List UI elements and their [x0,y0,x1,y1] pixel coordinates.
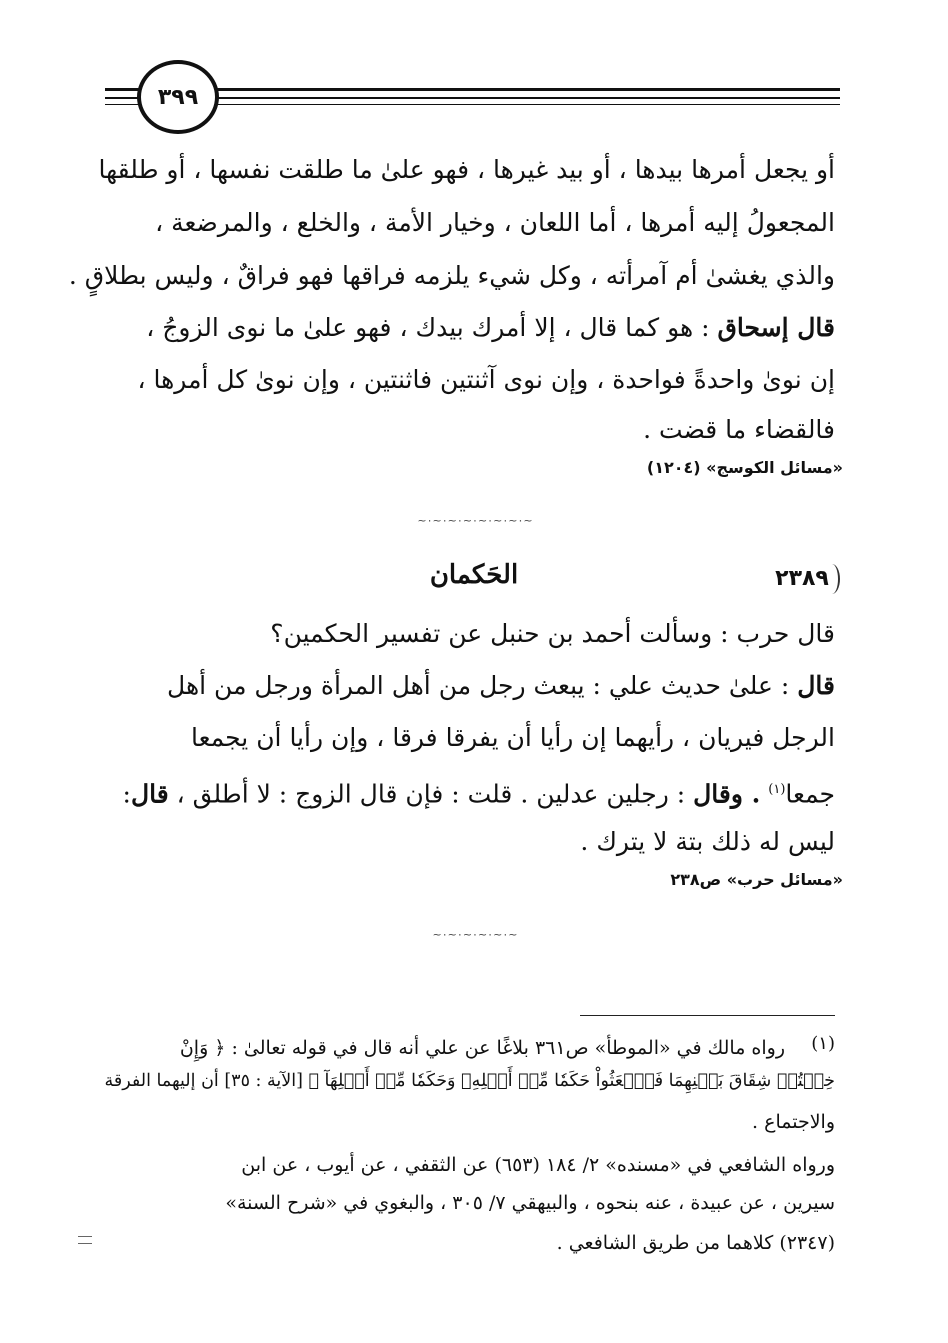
body-text: : [122,779,131,809]
source-citation: «مسائل حرب» ص٢٣٨ [670,870,843,889]
body-line: أو يجعل أمرها بيدها ، أو بيد غيرها ، فهو علىٰ ما طلقت نفسها ، أو طلقها [98,155,835,184]
footnote-line: والاجتماع . [752,1111,835,1133]
speaker-label: قال [130,779,169,809]
body-line: ليس له ذلك بتة لا يترك . [580,827,835,856]
footnote-line: ورواه الشافعي في «مسنده» ٢/ ١٨٤ (٦٥٣) عن الثقفي ، عن أيوب ، عن ابن [241,1154,835,1176]
body-text: جمعا [785,779,835,809]
body-text: : هو كما قال ، إلا أمرك بيدك ، فهو علىٰ ما نوى الزوجُ ، [146,313,710,342]
section-number: ٢٣٨٩ [770,562,834,596]
footnote-separator [580,1015,835,1016]
body-text: : علىٰ حديث علي : يبعث رجل من أهل المرأة ورجل من أهل [167,671,790,700]
body-line: الرجل فيريان ، رأيهما إن رأيا أن يفرقا فرقا ، وإن رأيا أن يجمعا [191,723,835,752]
speaker-label: . وقال [693,779,761,809]
margin-mark [78,1236,92,1244]
footnote-line: سيرين ، عن عبيدة ، عنه بنحوه ، والبيهقي ٧/ ٣٠٥ ، والبغوي في «شرح السنة» [225,1192,835,1214]
body-text: : رجلين عدلين . قلت : فإن قال الزوج : لا أطلق ، [176,779,686,809]
body-line [105,666,835,706]
body-line: المجعولُ إليه أمرها ، أما اللعان ، وخيار الأمة ، والخلع ، والمرضعة ، [155,208,835,237]
footnote-reference: (١) [768,782,786,797]
body-line: فالقضاء ما قضت . [643,415,835,444]
footnote-line: خِفۡتُمۡ شِقَاقَ بَيۡنِهِمَا فَٱبۡعَثُواْ حَكَمٗا مِّنۡ أَهۡلِهِۦ وَحَكَمٗا مِّنۡ أَهۡلِهَآ ﴾ [الآية : ٣٥] أن إليهما الفرقة [104,1071,835,1091]
section-title: الحَكمان [429,560,519,590]
speaker-label: قال [797,671,835,700]
footnote-line: (٢٣٤٧) كلاهما من طريق الشافعي . [556,1232,835,1254]
body-line: والذي يغشىٰ أم آمرأته ، وكل شيء يلزمه فراقها فهو فراقٌ ، وليس بطلاقٍ . [68,261,835,290]
body-line [105,308,835,348]
divider-ornament: ~٠~٠~٠~٠~٠~ [432,928,518,941]
body-line [105,770,835,814]
page-number: ٣٩٩ [137,60,219,134]
source-citation: «مسائل الكوسج» (١٢٠٤) [646,458,843,477]
speaker-label: قال إسحاق [717,313,835,342]
footnote-marker: (١) [811,1033,835,1054]
body-line: قال حرب : وسألت أحمد بن حنبل عن تفسير الحكمين؟ [270,619,835,648]
divider-ornament: ~٠~٠~٠~٠~٠~٠~٠~ [417,514,533,527]
body-line: إن نوىٰ واحدةً فواحدة ، وإن نوى آثنتين فاثنتين ، وإن نوىٰ كل أمرها ، [137,365,835,394]
footnote-line: رواه مالك في «الموطأ» ص٣٦١ بلاغًا عن علي أنه قال في قوله تعالىٰ : ﴿ وَإِنْ [179,1037,785,1059]
